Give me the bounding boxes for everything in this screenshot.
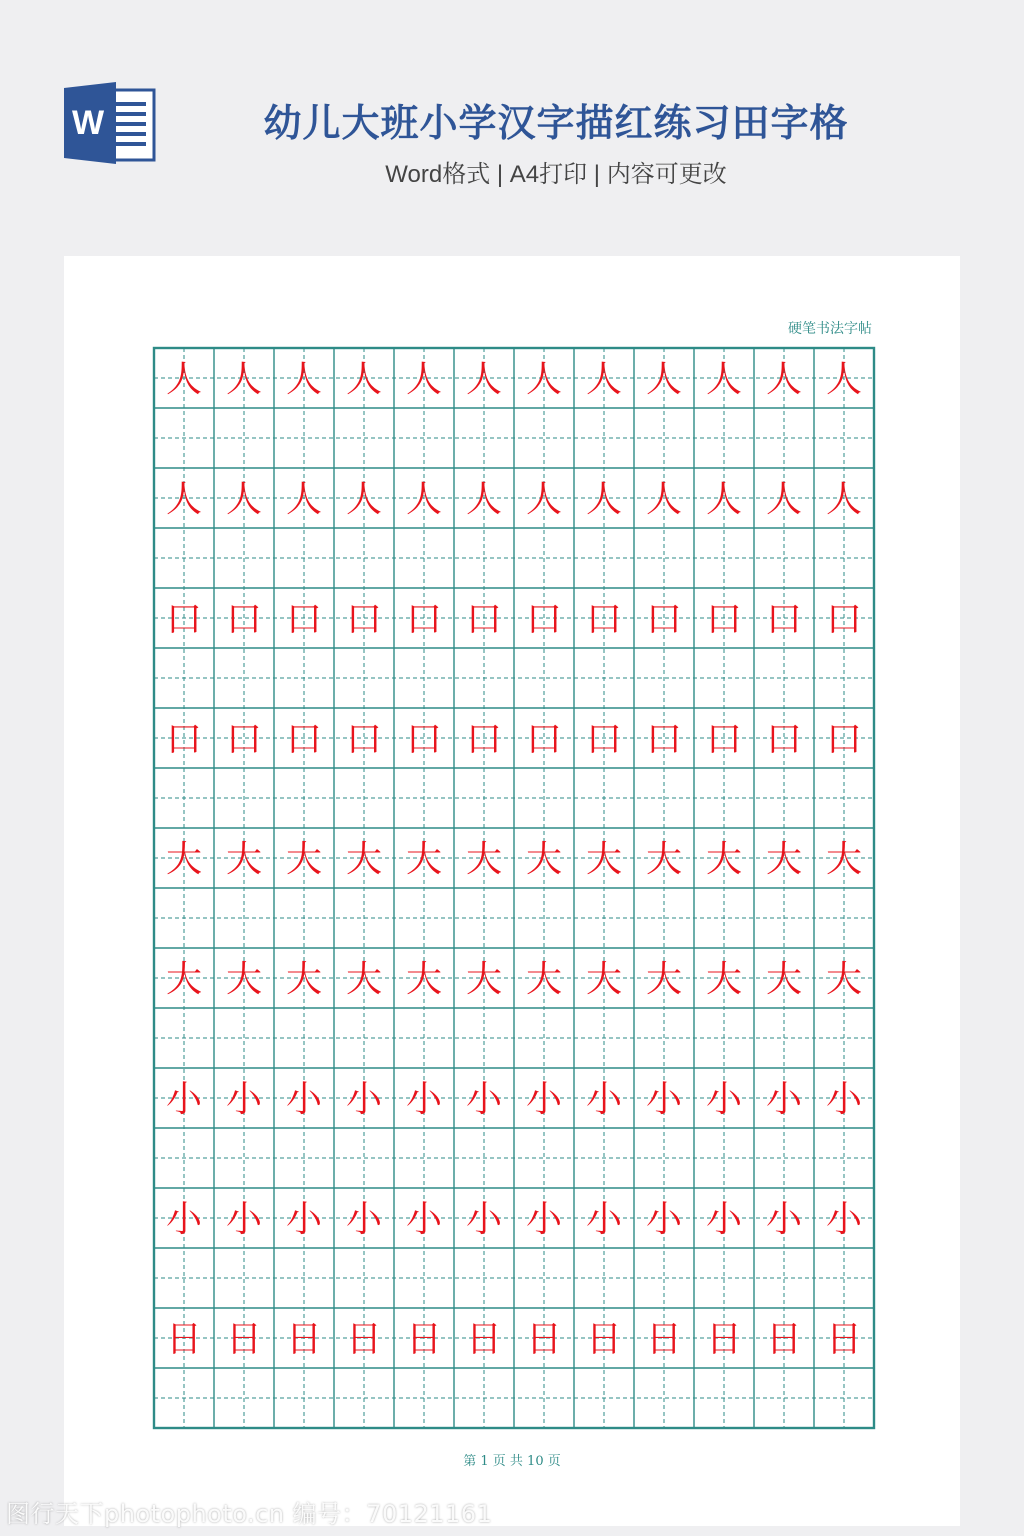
practice-character: 小: [345, 1079, 383, 1120]
practice-character: 小: [225, 1079, 263, 1120]
practice-character: 小: [525, 1199, 563, 1240]
practice-character: 小: [765, 1199, 803, 1240]
practice-character: 小: [645, 1199, 683, 1240]
practice-character: 日: [345, 1319, 383, 1360]
practice-character: 人: [825, 359, 863, 400]
practice-character: 小: [705, 1199, 743, 1240]
practice-character: 小: [765, 1079, 803, 1120]
practice-character: 小: [345, 1199, 383, 1240]
practice-character: 口: [705, 599, 743, 640]
practice-character: 口: [225, 599, 263, 640]
practice-character: 口: [345, 599, 383, 640]
word-icon: [64, 82, 156, 164]
practice-character: 人: [345, 359, 383, 400]
practice-character: 人: [225, 359, 263, 400]
practice-character: 大: [705, 959, 743, 1000]
practice-character: 小: [405, 1199, 443, 1240]
practice-character: 小: [405, 1079, 443, 1120]
practice-character: 大: [585, 839, 623, 880]
practice-character: 口: [405, 719, 443, 760]
worksheet-page: [64, 256, 960, 1526]
practice-character: 口: [765, 719, 803, 760]
practice-character: 小: [525, 1079, 563, 1120]
practice-character: 日: [285, 1319, 323, 1360]
practice-character: 人: [525, 359, 563, 400]
practice-character: 小: [465, 1199, 503, 1240]
practice-character: 大: [585, 959, 623, 1000]
practice-character: 人: [285, 359, 323, 400]
practice-character: 口: [645, 599, 683, 640]
practice-character: 人: [345, 479, 383, 520]
practice-character: 日: [165, 1319, 203, 1360]
practice-character: 口: [225, 719, 263, 760]
practice-character: 人: [405, 359, 443, 400]
practice-character: 口: [765, 599, 803, 640]
practice-character: 日: [525, 1319, 563, 1360]
practice-character: 口: [285, 599, 323, 640]
practice-character: 小: [225, 1199, 263, 1240]
practice-character: 口: [645, 719, 683, 760]
practice-character: 日: [645, 1319, 683, 1360]
page-subtitle: Word格式 | A4打印 | 内容可更改: [385, 161, 727, 188]
practice-character: 大: [705, 839, 743, 880]
practice-character: 日: [765, 1319, 803, 1360]
practice-character: 日: [825, 1319, 863, 1360]
practice-character: 小: [825, 1079, 863, 1120]
page-number: 第 1 页 共 10 页: [463, 1454, 561, 1469]
practice-character: 日: [585, 1319, 623, 1360]
practice-character: 口: [525, 599, 563, 640]
practice-character: 大: [645, 959, 683, 1000]
practice-character: 口: [825, 719, 863, 760]
practice-character: 日: [705, 1319, 743, 1360]
practice-character: 人: [585, 479, 623, 520]
practice-character: 人: [585, 359, 623, 400]
practice-character: 大: [345, 959, 383, 1000]
practice-character: 人: [165, 479, 203, 520]
practice-character: 口: [465, 599, 503, 640]
practice-character: 人: [525, 479, 563, 520]
practice-character: 大: [345, 839, 383, 880]
logo-letter: W: [71, 104, 105, 142]
practice-character: 人: [705, 479, 743, 520]
practice-character: 人: [765, 359, 803, 400]
practice-character: 大: [765, 839, 803, 880]
practice-character: 小: [165, 1079, 203, 1120]
practice-character: 大: [165, 959, 203, 1000]
practice-character: 人: [405, 479, 443, 520]
practice-character: 大: [465, 959, 503, 1000]
practice-character: 小: [645, 1079, 683, 1120]
practice-character: 大: [405, 839, 443, 880]
practice-character: 人: [705, 359, 743, 400]
practice-character: 大: [465, 839, 503, 880]
practice-character: 大: [165, 839, 203, 880]
practice-character: 日: [225, 1319, 263, 1360]
practice-character: 口: [705, 719, 743, 760]
practice-character: 日: [405, 1319, 443, 1360]
practice-character: 口: [825, 599, 863, 640]
practice-character: 大: [285, 959, 323, 1000]
practice-character: 人: [825, 479, 863, 520]
practice-character: 口: [525, 719, 563, 760]
practice-character: 人: [645, 359, 683, 400]
practice-character: 口: [585, 719, 623, 760]
practice-character: 口: [285, 719, 323, 760]
practice-character: 口: [345, 719, 383, 760]
practice-character: 大: [525, 839, 563, 880]
practice-character: 口: [465, 719, 503, 760]
practice-character: 人: [465, 359, 503, 400]
practice-character: 小: [285, 1079, 323, 1120]
practice-character: 口: [405, 599, 443, 640]
practice-character: 大: [645, 839, 683, 880]
worksheet-label: 硬笔书法字帖: [788, 321, 872, 337]
practice-character: 大: [825, 959, 863, 1000]
practice-character: 人: [765, 479, 803, 520]
practice-character: 人: [225, 479, 263, 520]
tianzige-grid: [152, 346, 876, 1432]
practice-character: 大: [285, 839, 323, 880]
practice-character: 人: [285, 479, 323, 520]
practice-character: 小: [285, 1199, 323, 1240]
practice-character: 口: [585, 599, 623, 640]
practice-character: 日: [465, 1319, 503, 1360]
watermark: 图行天下photophoto.cn 编号：70121161: [6, 1500, 493, 1528]
practice-character: 小: [165, 1199, 203, 1240]
practice-character: 口: [165, 599, 203, 640]
practice-character: 大: [825, 839, 863, 880]
practice-character: 小: [585, 1199, 623, 1240]
practice-character: 小: [825, 1199, 863, 1240]
practice-character: 大: [225, 959, 263, 1000]
practice-character: 小: [465, 1079, 503, 1120]
practice-character: 小: [585, 1079, 623, 1120]
practice-character: 人: [645, 479, 683, 520]
practice-character: 小: [705, 1079, 743, 1120]
practice-character: 大: [525, 959, 563, 1000]
practice-character: 大: [225, 839, 263, 880]
practice-character: 大: [765, 959, 803, 1000]
practice-character: 人: [165, 359, 203, 400]
practice-character: 大: [405, 959, 443, 1000]
practice-character: 口: [165, 719, 203, 760]
practice-character: 人: [465, 479, 503, 520]
page-title: 幼儿大班小学汉字描红练习田字格: [263, 101, 849, 145]
